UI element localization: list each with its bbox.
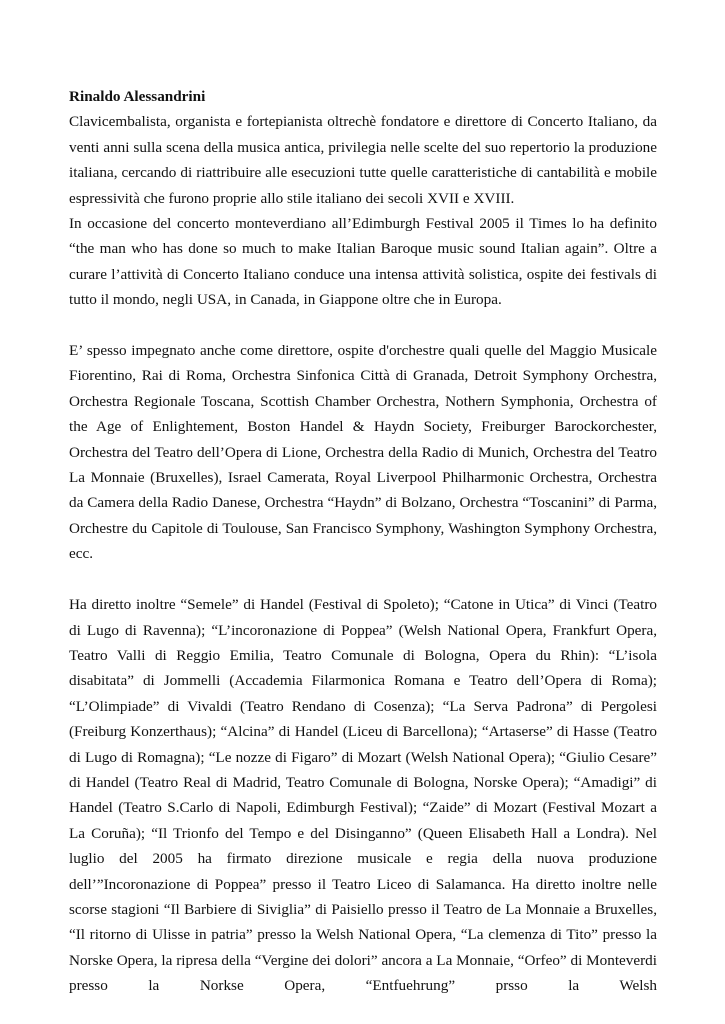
paragraph-times-quote: In occasione del concerto monteverdiano all’Edimburgh Festival 2005 il Times lo ha definito “the man who has done so much to make Italian Baroque music sound Italian again”. Oltre a curare l’attività di Concerto Italiano conduce una intensa attività solistica, ospite dei festivals di tutto il mondo, negli USA, in Canada, in Giappone oltre che in Europa. — [69, 215, 657, 309]
paragraph-spacer — [69, 567, 657, 592]
paragraph-bio-intro: Clavicembalista, organista e fortepianista oltrechè fondatore e direttore di Concerto Italiano, da venti anni sulla scena della musica antica, privilegia nelle scelte del suo repertorio la produzione italiana, cercando di riattribuire alle esecuzioni tutte quelle caratteristiche di cantabilità e mobile espressività che furono proprie allo stile italiano dei secoli XVII e XVIII. — [69, 113, 657, 207]
document-title: Rinaldo Alessandrini — [69, 88, 206, 105]
paragraph-spacer — [69, 313, 657, 338]
paragraph-guest-conductor: E’ spesso impegnato anche come direttore, ospite d'orchestre quali quelle del Maggio Musicale Fiorentino, Rai di Roma, Orchestra Sinfonica Città di Granada, Detroit Symphony Orchestra, Orchestra Regionale Toscana, Scottish Chamber Orchestra, Nothern Symphonia, Orchestra of the Age of Enlightement, Boston Handel & Haydn Society, Freiburger Barockorchester, Orchestra del Teatro dell’Opera di Lione, Orchestra della Radio di Munich, Orchestra del Teatro La Monnaie (Bruxelles), Israel Camerata, Royal Liverpool Philharmonic Orchestra, Orchestra da Camera della Radio Danese, Orchestra “Haydn” di Bolzano, Orchestra “Toscanini” di Parma, Orchestre du Capitole di Toulouse, San Francisco Symphony, Washington Symphony Orchestra, ecc. — [69, 342, 657, 563]
document-page — [69, 84, 657, 999]
paragraph-opera-productions: Ha diretto inoltre “Semele” di Handel (Festival di Spoleto); “Catone in Utica” di Vinci (Teatro di Lugo di Ravenna); “L’incoronazione di Poppea” (Welsh National Opera, Frankfurt Opera, Teatro Valli di Reggio Emilia, Teatro Comunale di Bologna, Opera du Rhin): “L’isola disabitata” di Jommelli (Accademia Filarmonica Romana e Teatro dell’Opera di Roma); “L’Olimpiade” di Vivaldi (Teatro Rendano di Cosenza); “La Serva Padrona” di Pergolesi (Freiburg Konzerthaus); “Alcina” di Handel (Liceu di Barcellona); “Artaserse” di Hasse (Teatro di Lugo di Romagna); “Le nozze di Figaro” di Mozart (Welsh National Opera); “Giulio Cesare” di Handel (Teatro Real di Madrid, Teatro Comunale di Bologna, Norske Opera); “Amadigi” di Handel (Teatro S.Carlo di Napoli, Edimburgh Festival); “Zaide” di Mozart (Festival Mozart a La Coruña); “Il Trionfo del Tempo e del Disinganno” (Queen Elisabeth Hall a Londra). Nel luglio del 2005 ha firmato direzione musicale e regia della nuova produzione dell’”Incoronazione di Poppea” presso il Teatro Liceo di Salamanca. Ha diretto inoltre nelle scorse stagioni “Il Barbiere di Siviglia” di Paisiello presso il Teatro de La Monnaie a Bruxelles, “Il ritorno di Ulisse in patria” presso la Welsh National Opera, “La clemenza di Tito” presso la Norske Opera, la ripresa della “Vergine dei dolori” ancora a La Monnaie, “Orfeo” di Monteverdi presso la Norkse Opera, “Entfuehrung” prsso la Welsh — [69, 596, 657, 995]
